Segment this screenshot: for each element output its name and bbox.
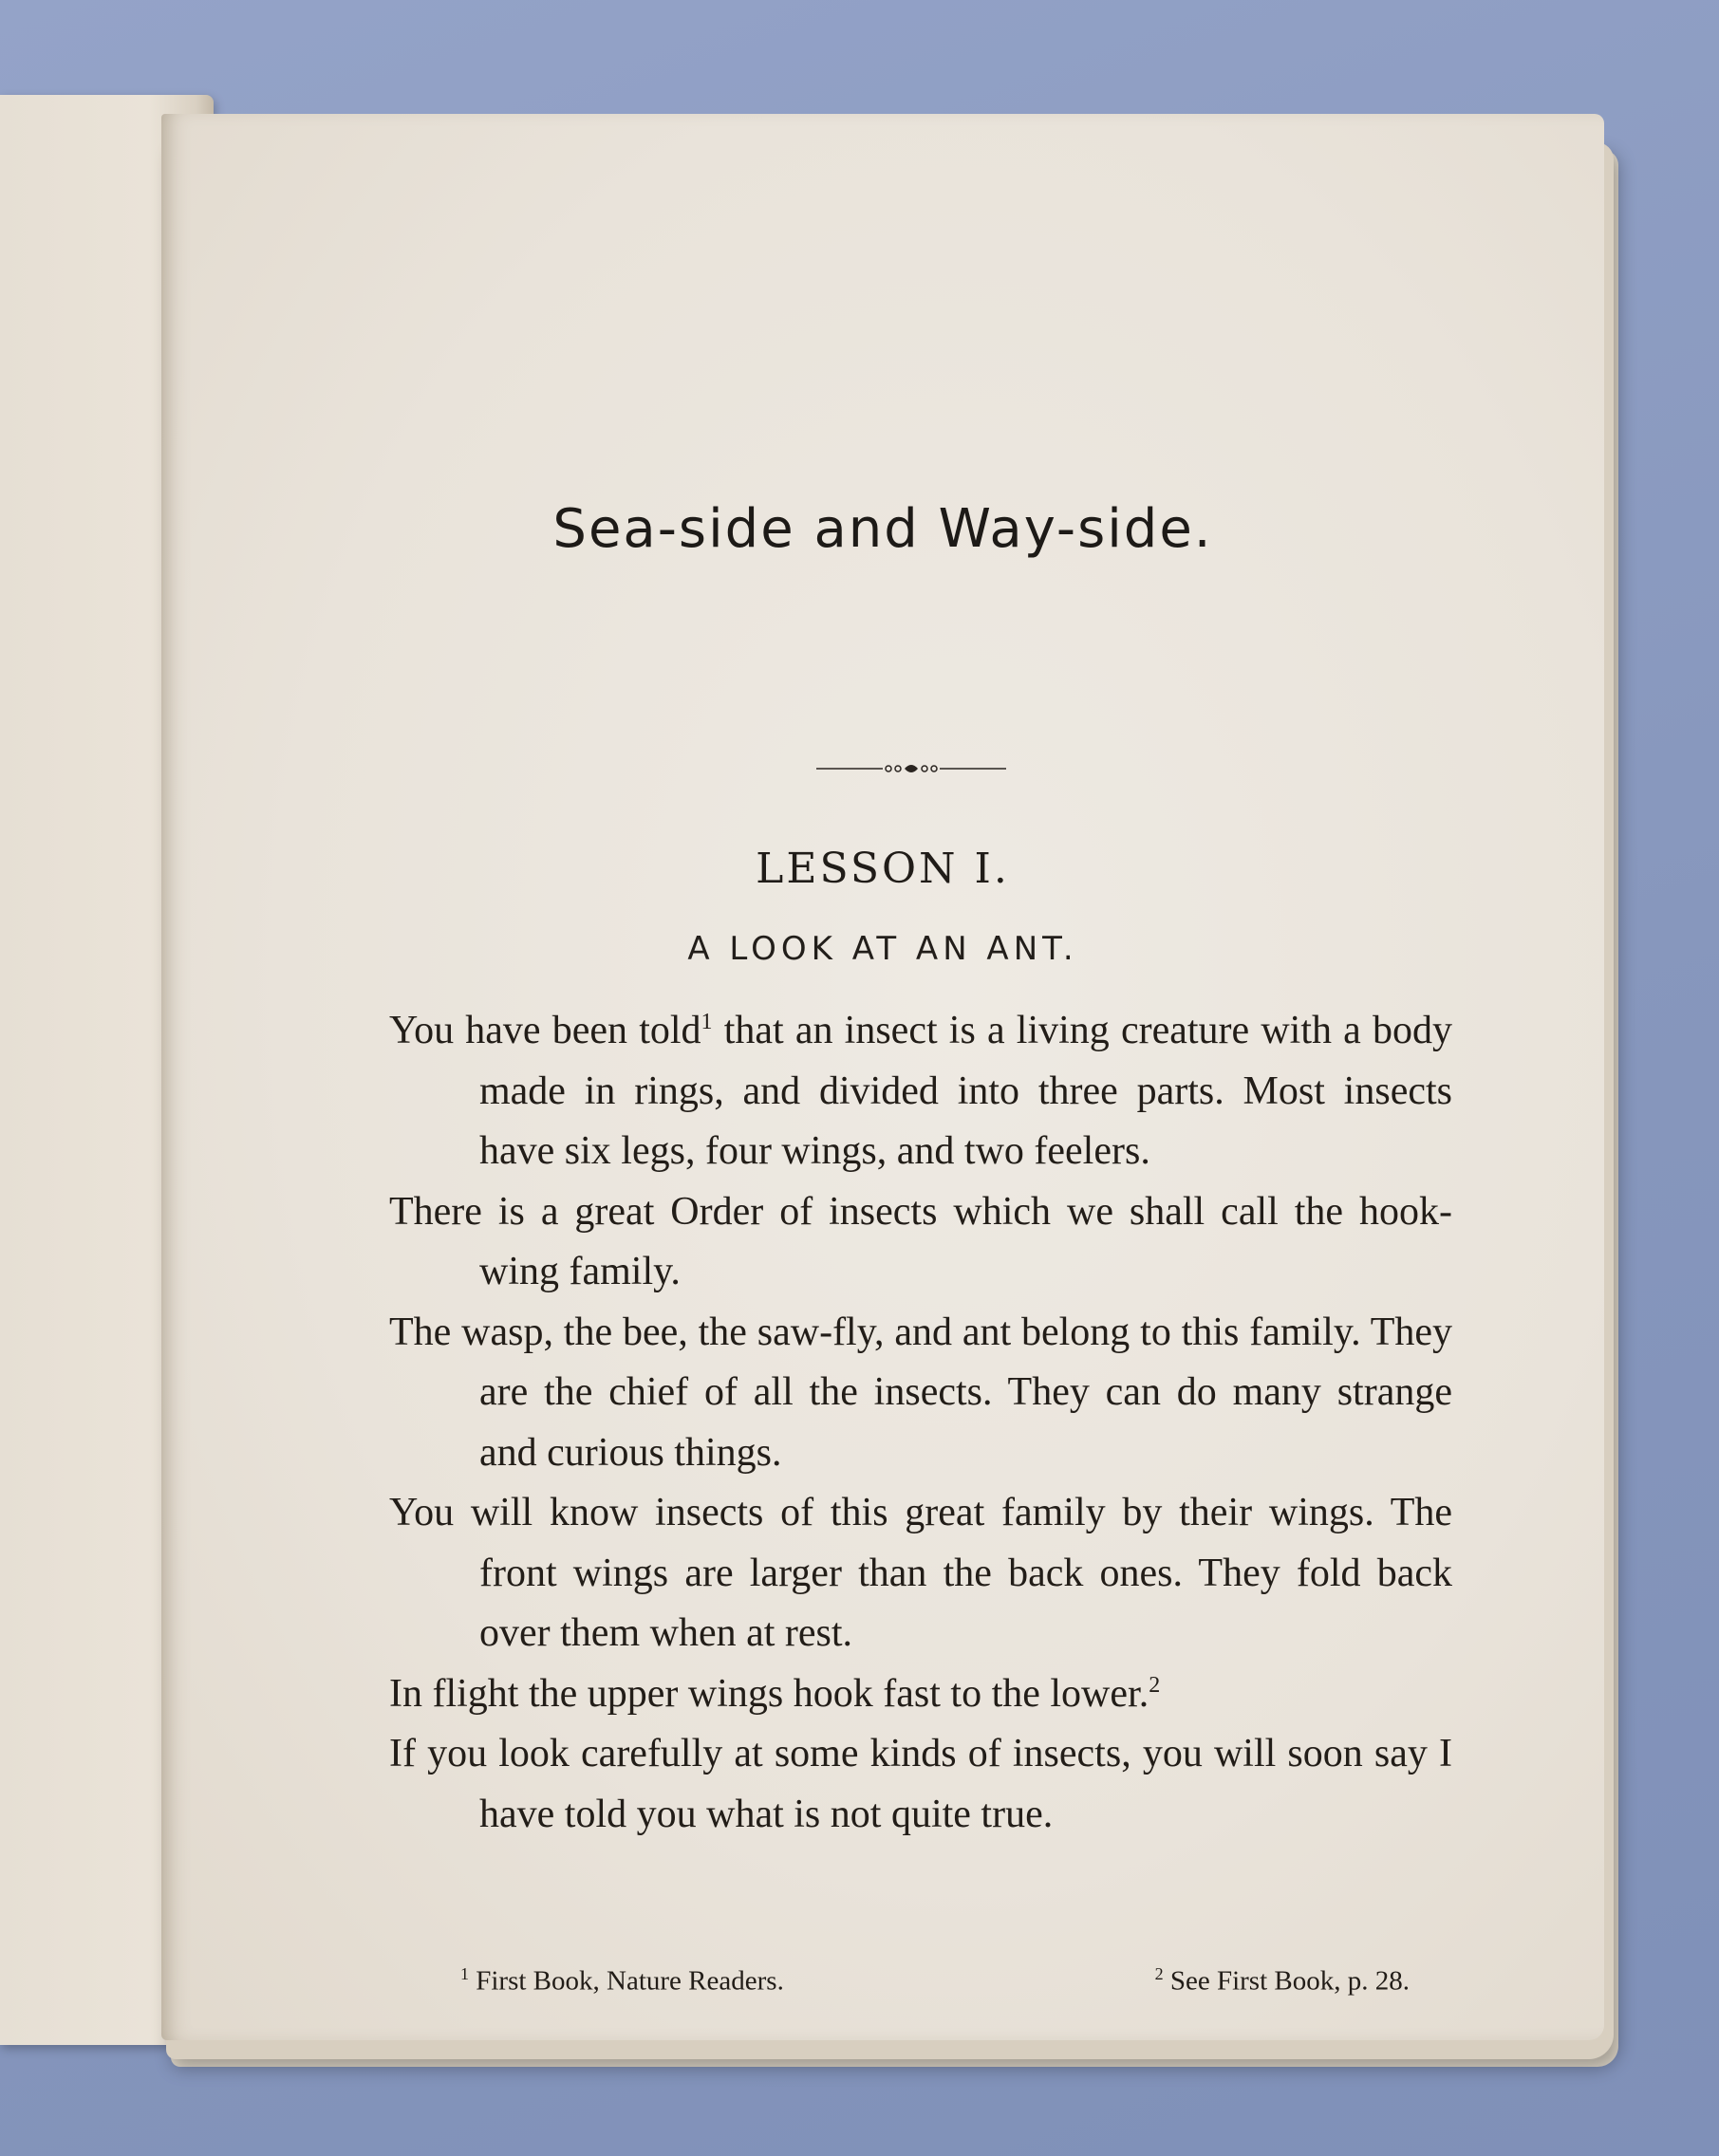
- paragraph: The wasp, the bee, the saw-fly, and ant belong to this family. They are the chief of all the insects. They can do many strange and curious things.: [389, 1310, 1452, 1475]
- lesson-number: LESSON I.: [756, 845, 1010, 893]
- ornament-divider: [816, 759, 1006, 778]
- footnote-marker: 1: [460, 1964, 469, 1983]
- footnote: $^1$ First Book, Nature Readers.: [460, 1964, 784, 1997]
- lesson-body: [389, 1001, 1452, 1845]
- book-page: [161, 114, 1604, 2040]
- footnotes: [460, 1964, 1410, 1998]
- paragraph: If you look carefully at some kinds of insects, you will soon say I have told you what is not quite true.: [389, 1732, 1452, 1836]
- footnote-ref: 1: [701, 1010, 713, 1034]
- book-title: Sea-side and Way-side.: [552, 498, 1213, 560]
- footnote-ref: 2: [1149, 1672, 1161, 1698]
- footnote: $^2$ See First Book, p. 28.: [1154, 1964, 1410, 1997]
- paragraph: You have been told$^1$ that an insect is a living creature with a body made in rings, and divided into three parts. Most insects have six legs, four wings, and two feelers.: [389, 1009, 1452, 1173]
- paragraph: You will know insects of this great family by their wings. The front wings are larger than the back ones. They fold back over them when at rest.: [389, 1491, 1452, 1655]
- paragraph: In flight the upper wings hook fast to the lower.$^2$: [389, 1671, 1161, 1716]
- paragraph: There is a great Order of insects which we shall call the hook-wing family.: [389, 1189, 1452, 1293]
- lesson-title: A LOOK AT AN ANT.: [687, 930, 1078, 968]
- footnote-marker: 2: [1154, 1964, 1164, 1983]
